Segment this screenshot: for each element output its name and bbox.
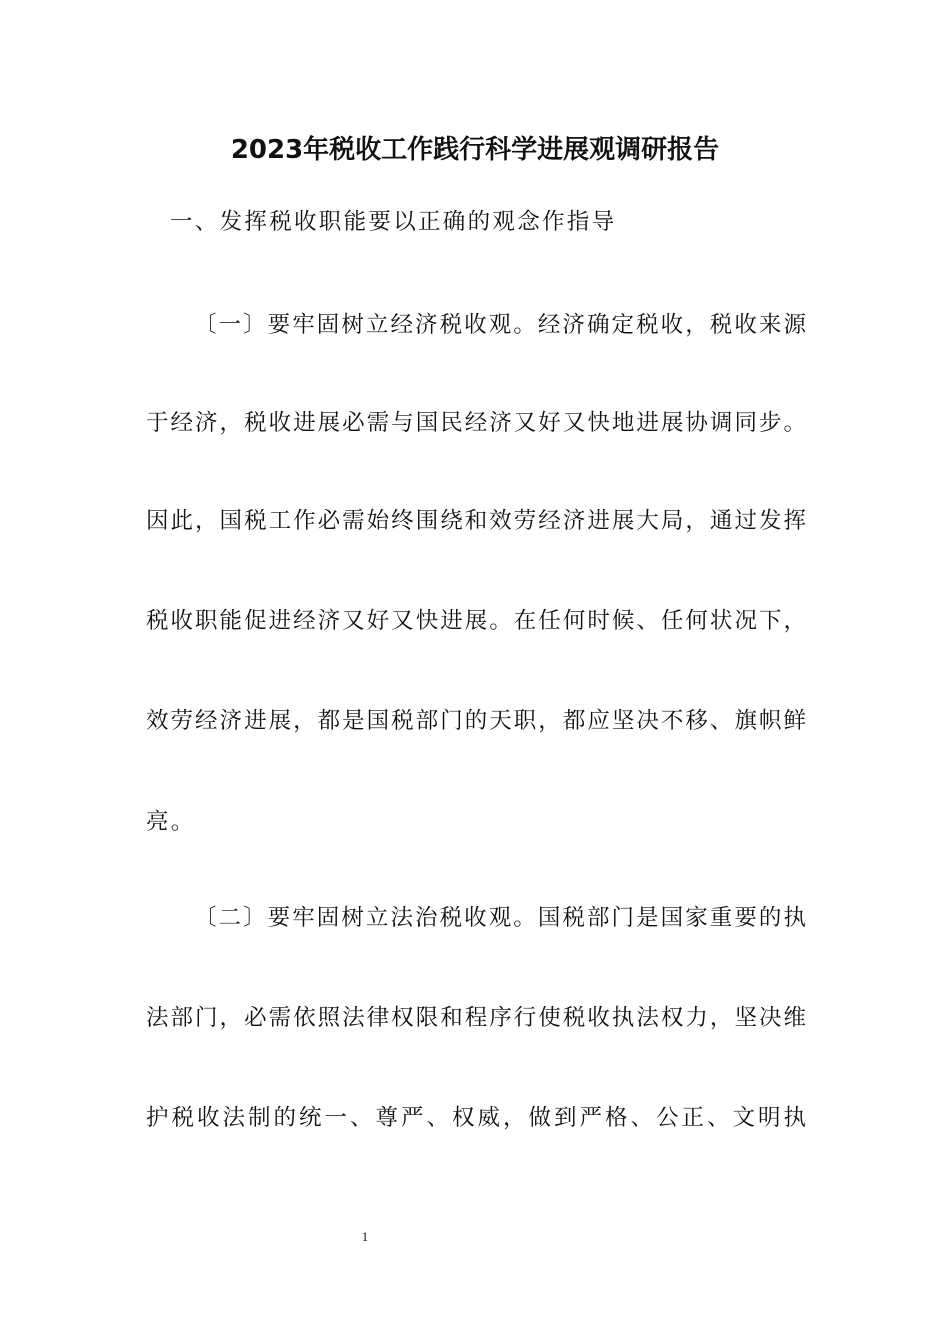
paragraph-line: 亮。: [146, 809, 196, 835]
paragraph-line: 〔二〕要牢固树立法治税收观。国税部门是国家重要的执: [194, 905, 806, 931]
paragraph-line: 法部门，必需依照法律权限和程序行使税收执法权力，坚决维: [146, 1005, 806, 1031]
paragraph-line: 护税收法制的统一、尊严、权威，做到严格、公正、文明执: [146, 1105, 806, 1131]
section-heading-1: 一、发挥税收职能要以正确的观念作指导: [170, 209, 617, 235]
paragraph-line: 于经济，税收进展必需与国民经济又好又快地进展协调同步。: [146, 410, 806, 436]
paragraph-line: 税收职能促进经济又好又快进展。在任何时候、任何状况下，: [146, 608, 806, 634]
page-number: 1: [361, 1229, 369, 1244]
paragraph-line: 〔一〕要牢固树立经济税收观。经济确定税收，税收来源: [194, 312, 806, 338]
paragraph-line: 效劳经济进展，都是国税部门的天职，都应坚决不移、旗帜鲜: [146, 708, 806, 734]
paragraph-line: 因此，国税工作必需始终围绕和效劳经济进展大局，通过发挥: [146, 508, 806, 534]
document-title: 2023年税收工作践行科学进展观调研报告: [230, 135, 720, 165]
